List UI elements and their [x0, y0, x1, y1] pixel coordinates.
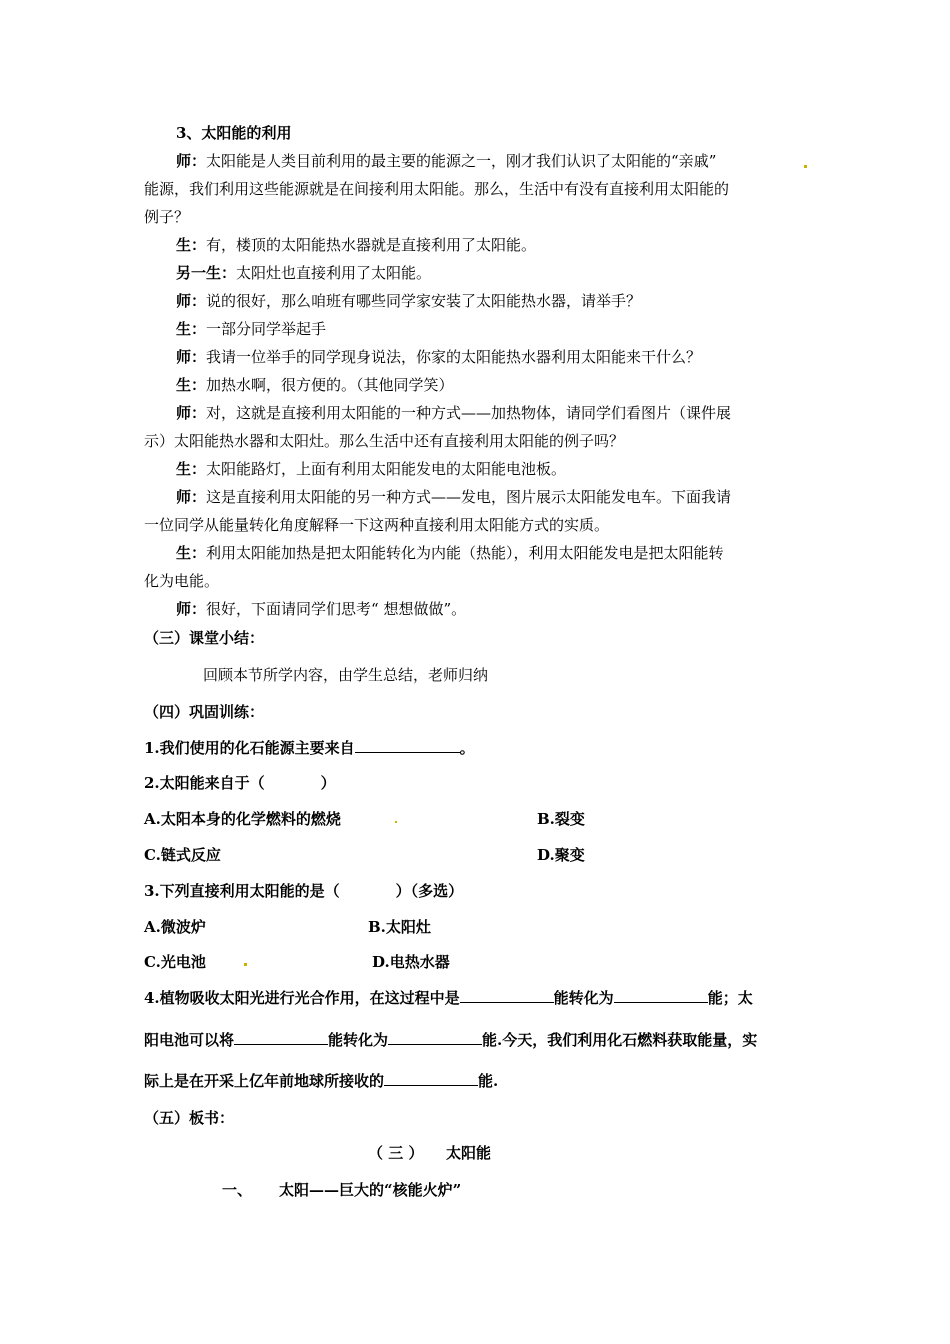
- dialog-line: [176, 263, 431, 283]
- question-text: 1.我们使用的化石能源主要来自: [144, 739, 355, 757]
- speaker-label: 师：: [176, 600, 207, 618]
- option-a: A.太阳本身的化学燃料的燃烧: [144, 810, 341, 828]
- dialog-line: [176, 543, 724, 563]
- dialog-line: [176, 403, 731, 423]
- option-d: D.电热水器: [372, 953, 450, 971]
- dialog-line: [176, 347, 701, 367]
- speaker-label: 生：: [176, 460, 207, 478]
- speaker-label: 生：: [176, 544, 207, 562]
- dialog-text: 太阳能是人类目前利用的最主要的能源之一，刚才我们认识了太阳能的“亲戚”: [206, 152, 717, 170]
- answer-blank[interactable]: [460, 988, 554, 1003]
- stray-mark: [395, 821, 397, 823]
- speaker-label: 师：: [176, 292, 207, 310]
- dialog-line: [176, 151, 716, 171]
- question-text: 能；太: [707, 989, 753, 1007]
- speaker-label: 师：: [176, 488, 207, 506]
- dialog-text: 太阳能路灯，上面有利用太阳能发电的太阳能电池板。: [206, 460, 567, 478]
- speaker-label: 生：: [176, 320, 207, 338]
- answer-blank[interactable]: [388, 1030, 482, 1045]
- dialog-continuation: 一位同学从能量转化角度解释一下这两种直接利用太阳能方式的实质。: [144, 516, 610, 534]
- question-text: 3.下列直接利用太阳能的是（: [144, 882, 340, 900]
- dialog-line: [176, 599, 466, 619]
- dialog-text: 我请一位举手的同学现身说法，你家的太阳能热水器利用太阳能来干什么？: [206, 348, 702, 366]
- option-d: D.聚变: [537, 846, 585, 864]
- option-a: A.微波炉: [144, 918, 206, 936]
- question-text: 4.植物吸收太阳光进行光合作用，在这过程中是: [144, 989, 460, 1007]
- dialog-continuation: 化为电能。: [144, 572, 220, 590]
- board-heading: （五）板书：: [144, 1109, 235, 1127]
- answer-blank[interactable]: [384, 1071, 478, 1086]
- board-item-text: 太阳——巨大的“核能火炉”: [279, 1181, 462, 1199]
- speaker-label: 生：: [176, 376, 207, 394]
- dialog-line: [176, 235, 536, 255]
- speaker-label: 师：: [176, 404, 207, 422]
- dialog-text: 说的很好，那么咱班有哪些同学家安装了太阳能热水器，请举手？: [206, 292, 642, 310]
- dialog-text: 很好，下面请同学们思考“ 想想做做”。: [206, 600, 467, 618]
- dialog-continuation: 例子？: [144, 208, 190, 226]
- question-4-line-3: [144, 1071, 498, 1091]
- dialog-text: 一部分同学举起手: [206, 320, 327, 338]
- question-text: 阳电池可以将: [144, 1031, 235, 1049]
- speaker-label: 师：: [176, 348, 207, 366]
- question-4-line-1: [144, 988, 753, 1008]
- board-title-text: 太阳能: [446, 1144, 492, 1162]
- answer-blank[interactable]: [614, 988, 708, 1003]
- question-text: 能转化为: [553, 989, 614, 1007]
- section-title: 3、太阳能的利用: [176, 124, 292, 142]
- option-c: C.链式反应: [144, 846, 221, 864]
- answer-blank[interactable]: [234, 1030, 328, 1045]
- speaker-label: 另一生：: [176, 264, 237, 282]
- question-text: 能.今天，我们利用化石燃料获取能量，实: [482, 1031, 758, 1049]
- summary-text: 回顾本节所学内容，由学生总结，老师归纳: [203, 666, 489, 684]
- speaker-label: 生：: [176, 236, 207, 254]
- dialog-line: [176, 291, 641, 311]
- question-3: [144, 881, 463, 901]
- dialog-line: [176, 487, 731, 507]
- dialog-continuation: 能源，我们利用这些能源就是在间接利用太阳能。那么，生活中有没有直接利用太阳能的: [144, 180, 730, 198]
- dialog-text: 有，楼顶的太阳能热水器就是直接利用了太阳能。: [206, 236, 537, 254]
- dialog-line: [176, 459, 566, 479]
- question-2: [144, 773, 336, 793]
- dialog-text: 加热水啊，很方便的。（其他同学笑）: [206, 376, 454, 394]
- answer-blank[interactable]: [355, 738, 460, 753]
- question-end: 。: [459, 739, 475, 757]
- dialog-continuation: 示）太阳能热水器和太阳灶。那么生活中还有直接利用太阳能的例子吗？: [144, 432, 625, 450]
- question-1: [144, 738, 475, 758]
- board-title-number: （ 三 ）: [368, 1144, 424, 1162]
- option-c: C.光电池: [144, 953, 206, 971]
- dialog-text: 利用太阳能加热是把太阳能转化为内能（热能），利用太阳能发电是把太阳能转: [206, 544, 724, 562]
- question-4-line-2: [144, 1030, 757, 1050]
- dialog-line: [176, 319, 326, 339]
- speaker-label: 师：: [176, 152, 207, 170]
- dialog-text: 对，这就是直接利用太阳能的一种方式——加热物体，请同学们看图片（课件展: [206, 404, 732, 422]
- dialog-line: [176, 375, 454, 395]
- question-text: 2.太阳能来自于（: [144, 774, 265, 792]
- board-item-number: 一、: [222, 1181, 253, 1199]
- practice-heading: （四）巩固训练：: [144, 703, 265, 721]
- question-text: 能.: [478, 1072, 499, 1090]
- stray-mark: [244, 963, 247, 966]
- summary-heading: （三）课堂小结：: [144, 629, 265, 647]
- question-end: ）: [320, 774, 336, 792]
- question-end: ）（多选）: [395, 882, 464, 900]
- dialog-text: 这是直接利用太阳能的另一种方式——发电，图片展示太阳能发电车。下面我请: [206, 488, 732, 506]
- stray-mark: [804, 165, 807, 168]
- option-b: B.裂变: [537, 810, 585, 828]
- dialog-text: 太阳灶也直接利用了太阳能。: [236, 264, 432, 282]
- question-text: 际上是在开采上亿年前地球所接收的: [144, 1072, 385, 1090]
- option-b: B.太阳灶: [368, 918, 431, 936]
- question-text: 能转化为: [328, 1031, 389, 1049]
